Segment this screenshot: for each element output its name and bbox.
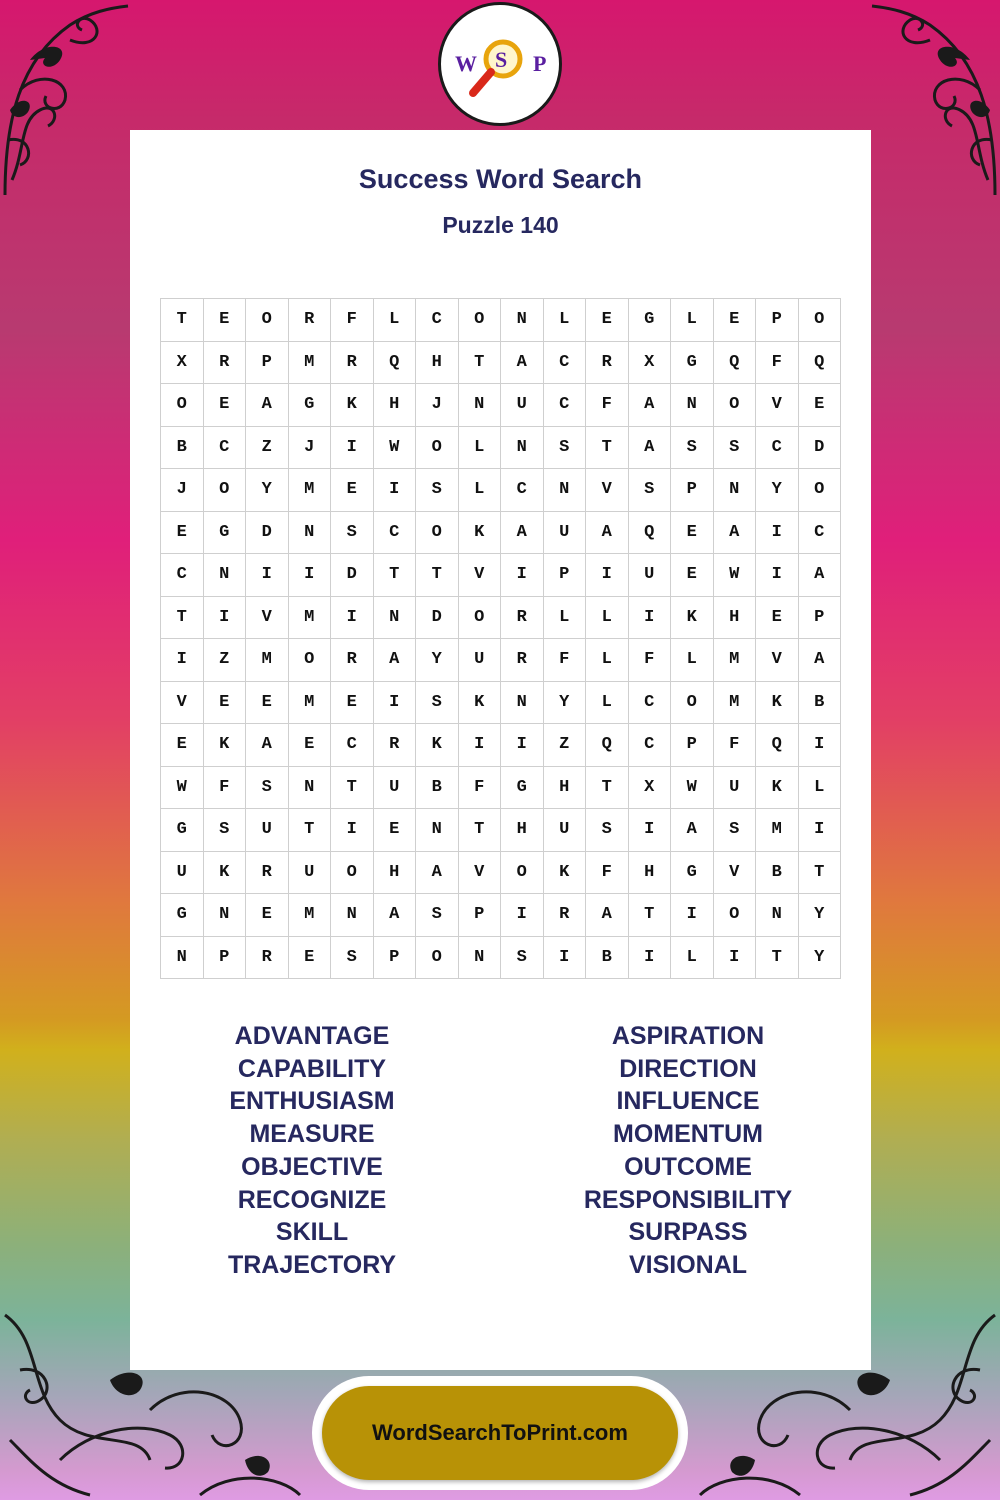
word-item: VISIONAL <box>628 1250 748 1279</box>
grid-cell[interactable]: A <box>714 512 757 555</box>
grid-cell[interactable]: T <box>289 809 332 852</box>
grid-cell[interactable]: U <box>459 639 502 682</box>
grid-cell[interactable]: R <box>246 852 289 895</box>
grid-cell[interactable]: I <box>331 427 374 470</box>
grid-cell[interactable]: E <box>204 384 247 427</box>
grid-cell[interactable]: A <box>374 894 417 937</box>
grid-cell[interactable]: Z <box>204 639 247 682</box>
grid-cell[interactable]: U <box>246 809 289 852</box>
grid-cell[interactable]: A <box>501 342 544 385</box>
grid-cell[interactable]: O <box>714 894 757 937</box>
grid-cell[interactable]: N <box>501 299 544 342</box>
grid-cell[interactable]: Q <box>629 512 672 555</box>
grid-cell[interactable]: I <box>756 512 799 555</box>
grid-cell[interactable]: P <box>246 342 289 385</box>
grid-cell[interactable]: I <box>799 724 842 767</box>
grid-cell[interactable]: O <box>459 299 502 342</box>
grid-cell[interactable]: N <box>289 512 332 555</box>
grid-cell[interactable]: F <box>714 724 757 767</box>
grid-cell[interactable]: U <box>544 512 587 555</box>
grid-cell[interactable]: Q <box>756 724 799 767</box>
grid-cell[interactable]: K <box>671 597 714 640</box>
grid-cell[interactable]: R <box>501 597 544 640</box>
grid-cell[interactable]: S <box>246 767 289 810</box>
grid-cell[interactable]: I <box>671 894 714 937</box>
grid-cell[interactable]: T <box>629 894 672 937</box>
word-item: SKILL <box>275 1218 349 1247</box>
grid-cell[interactable]: N <box>671 384 714 427</box>
grid-cell[interactable]: R <box>374 724 417 767</box>
grid-cell[interactable]: P <box>671 724 714 767</box>
word-item: INFLUENCE <box>616 1087 760 1116</box>
grid-cell[interactable]: Y <box>799 937 842 980</box>
word-item: CAPABILITY <box>237 1054 387 1083</box>
word-item: MEASURE <box>249 1120 375 1149</box>
grid-cell[interactable]: G <box>289 384 332 427</box>
website-link-button[interactable] <box>322 1386 678 1480</box>
grid-cell[interactable]: C <box>331 724 374 767</box>
grid-cell[interactable]: I <box>204 597 247 640</box>
grid-cell[interactable]: U <box>544 809 587 852</box>
puzzle-number: Puzzle 140 <box>442 212 559 238</box>
grid-cell[interactable]: S <box>586 809 629 852</box>
grid-cell[interactable]: F <box>629 639 672 682</box>
grid-cell[interactable]: C <box>799 512 842 555</box>
grid-cell[interactable]: U <box>161 852 204 895</box>
grid-cell[interactable]: D <box>331 554 374 597</box>
grid-cell[interactable]: K <box>331 384 374 427</box>
grid-cell[interactable]: E <box>374 809 417 852</box>
grid-cell[interactable]: H <box>374 384 417 427</box>
grid-cell[interactable]: Q <box>799 342 842 385</box>
grid-cell[interactable]: M <box>714 682 757 725</box>
word-item: MOMENTUM <box>613 1120 763 1149</box>
grid-cell[interactable]: C <box>416 299 459 342</box>
grid-cell[interactable]: M <box>289 597 332 640</box>
grid-cell[interactable]: J <box>416 384 459 427</box>
grid-cell[interactable]: L <box>671 299 714 342</box>
grid-cell[interactable]: W <box>714 554 757 597</box>
grid-cell[interactable]: K <box>459 512 502 555</box>
grid-cell[interactable]: E <box>204 299 247 342</box>
word-item: DIRECTION <box>619 1054 757 1083</box>
grid-cell[interactable]: T <box>416 554 459 597</box>
grid-cell[interactable]: M <box>246 639 289 682</box>
grid-cell[interactable]: F <box>459 767 502 810</box>
grid-cell[interactable]: W <box>671 767 714 810</box>
word-item: ASPIRATION <box>611 1022 765 1050</box>
grid-cell[interactable]: V <box>246 597 289 640</box>
grid-cell[interactable]: R <box>501 639 544 682</box>
grid-cell[interactable]: R <box>586 342 629 385</box>
grid-cell[interactable]: T <box>586 427 629 470</box>
grid-cell[interactable]: I <box>501 894 544 937</box>
grid-cell[interactable]: M <box>756 809 799 852</box>
grid-cell[interactable]: V <box>756 384 799 427</box>
grid-cell[interactable]: E <box>586 299 629 342</box>
grid-cell[interactable]: I <box>799 809 842 852</box>
grid-cell[interactable]: Y <box>756 469 799 512</box>
grid-cell[interactable]: F <box>586 852 629 895</box>
grid-cell[interactable]: S <box>416 469 459 512</box>
grid-cell[interactable]: J <box>289 427 332 470</box>
word-item: TRAJECTORY <box>227 1250 397 1279</box>
grid-cell[interactable]: A <box>671 809 714 852</box>
corner-ornament-top-left <box>0 0 130 200</box>
grid-cell[interactable]: E <box>799 384 842 427</box>
grid-cell[interactable]: A <box>586 894 629 937</box>
grid-cell[interactable]: N <box>204 894 247 937</box>
grid-cell[interactable]: H <box>544 767 587 810</box>
grid-cell[interactable]: S <box>629 469 672 512</box>
grid-cell[interactable]: O <box>416 427 459 470</box>
grid-cell[interactable]: K <box>204 852 247 895</box>
grid-cell[interactable]: S <box>714 427 757 470</box>
grid-cell[interactable]: X <box>161 342 204 385</box>
grid-cell[interactable]: C <box>374 512 417 555</box>
grid-cell[interactable]: B <box>161 427 204 470</box>
grid-cell[interactable]: U <box>714 767 757 810</box>
grid-cell[interactable]: L <box>799 767 842 810</box>
grid-cell[interactable]: Q <box>586 724 629 767</box>
grid-cell[interactable]: N <box>544 469 587 512</box>
grid-cell[interactable]: F <box>331 299 374 342</box>
grid-cell[interactable]: B <box>756 852 799 895</box>
grid-cell[interactable]: Z <box>544 724 587 767</box>
grid-cell[interactable]: S <box>204 809 247 852</box>
grid-cell[interactable]: L <box>671 639 714 682</box>
grid-cell[interactable]: O <box>501 852 544 895</box>
word-item: SURPASS <box>628 1218 748 1247</box>
puzzle-panel <box>130 130 871 1370</box>
grid-cell[interactable]: Y <box>544 682 587 725</box>
grid-cell[interactable]: B <box>416 767 459 810</box>
grid-cell[interactable]: W <box>161 767 204 810</box>
word-list-left <box>152 1020 472 1282</box>
grid-cell[interactable]: I <box>161 639 204 682</box>
grid-cell[interactable]: K <box>204 724 247 767</box>
grid-cell[interactable]: Y <box>416 639 459 682</box>
grid-cell[interactable]: H <box>714 597 757 640</box>
grid-cell[interactable]: E <box>204 682 247 725</box>
grid-cell[interactable]: E <box>714 299 757 342</box>
grid-cell[interactable]: L <box>586 597 629 640</box>
corner-ornament-top-right <box>870 0 1000 200</box>
grid-cell[interactable]: H <box>374 852 417 895</box>
grid-cell[interactable]: A <box>501 512 544 555</box>
grid-cell[interactable]: L <box>544 597 587 640</box>
grid-cell[interactable]: I <box>629 597 672 640</box>
word-item: ADVANTAGE <box>234 1022 390 1050</box>
grid-cell[interactable]: E <box>289 937 332 980</box>
grid-cell[interactable]: I <box>289 554 332 597</box>
grid-cell[interactable]: O <box>416 937 459 980</box>
grid-cell[interactable]: N <box>714 469 757 512</box>
grid-cell[interactable]: P <box>799 597 842 640</box>
grid-cell[interactable]: E <box>331 682 374 725</box>
grid-cell[interactable]: Y <box>799 894 842 937</box>
grid-cell[interactable]: N <box>204 554 247 597</box>
grid-cell[interactable]: S <box>671 427 714 470</box>
grid-cell[interactable]: G <box>629 299 672 342</box>
grid-cell[interactable]: F <box>756 342 799 385</box>
grid-cell[interactable]: H <box>416 342 459 385</box>
grid-cell[interactable]: V <box>459 554 502 597</box>
grid-cell[interactable]: G <box>501 767 544 810</box>
grid-cell[interactable]: G <box>671 852 714 895</box>
grid-cell[interactable]: A <box>629 384 672 427</box>
grid-cell[interactable]: E <box>756 597 799 640</box>
grid-cell[interactable]: E <box>671 554 714 597</box>
grid-cell[interactable]: M <box>289 682 332 725</box>
grid-cell[interactable]: C <box>629 682 672 725</box>
logo-letter-w: W <box>455 51 477 76</box>
grid-cell[interactable]: R <box>204 342 247 385</box>
grid-cell[interactable]: D <box>416 597 459 640</box>
grid-cell[interactable]: T <box>161 597 204 640</box>
grid-cell[interactable]: R <box>289 299 332 342</box>
grid-cell[interactable]: L <box>586 682 629 725</box>
grid-cell[interactable]: P <box>204 937 247 980</box>
grid-cell[interactable]: U <box>374 767 417 810</box>
grid-cell[interactable]: R <box>544 894 587 937</box>
grid-cell[interactable]: Q <box>374 342 417 385</box>
grid-cell[interactable]: U <box>501 384 544 427</box>
grid-cell[interactable]: S <box>416 894 459 937</box>
grid-cell[interactable]: V <box>586 469 629 512</box>
grid-cell[interactable]: N <box>161 937 204 980</box>
grid-cell[interactable]: O <box>246 299 289 342</box>
grid-cell[interactable]: C <box>544 342 587 385</box>
grid-cell[interactable]: L <box>459 427 502 470</box>
grid-cell[interactable]: O <box>331 852 374 895</box>
word-item: RESPONSIBILITY <box>583 1185 793 1214</box>
grid-cell[interactable]: T <box>586 767 629 810</box>
grid-cell[interactable]: S <box>416 682 459 725</box>
logo-letter-p: P <box>533 51 547 76</box>
grid-cell[interactable]: X <box>629 767 672 810</box>
grid-cell[interactable]: I <box>459 724 502 767</box>
grid-cell[interactable]: A <box>416 852 459 895</box>
grid-cell[interactable]: O <box>799 469 842 512</box>
grid-cell[interactable]: O <box>416 512 459 555</box>
grid-cell[interactable]: A <box>799 554 842 597</box>
word-list-right <box>528 1020 848 1282</box>
grid-cell[interactable]: S <box>501 937 544 980</box>
grid-cell[interactable]: N <box>459 384 502 427</box>
grid-cell[interactable]: A <box>586 512 629 555</box>
grid-cell[interactable]: W <box>374 427 417 470</box>
grid-cell[interactable]: Z <box>246 427 289 470</box>
grid-cell[interactable]: L <box>586 639 629 682</box>
grid-cell[interactable]: L <box>374 299 417 342</box>
grid-cell[interactable]: M <box>289 469 332 512</box>
grid-cell[interactable]: R <box>246 937 289 980</box>
grid-cell[interactable]: B <box>586 937 629 980</box>
grid-cell[interactable]: N <box>289 767 332 810</box>
grid-cell[interactable]: K <box>544 852 587 895</box>
grid-cell[interactable]: V <box>161 682 204 725</box>
grid-cell[interactable]: A <box>246 724 289 767</box>
grid-cell[interactable]: M <box>714 639 757 682</box>
grid-cell[interactable]: C <box>756 427 799 470</box>
grid-cell[interactable]: L <box>544 299 587 342</box>
footer-badge <box>312 1376 688 1490</box>
grid-cell[interactable]: I <box>374 469 417 512</box>
grid-cell[interactable]: O <box>204 469 247 512</box>
grid-cell[interactable]: P <box>374 937 417 980</box>
logo-letter-s: S <box>495 47 508 72</box>
grid-cell[interactable]: C <box>204 427 247 470</box>
grid-cell[interactable]: E <box>246 682 289 725</box>
grid-cell[interactable]: T <box>756 937 799 980</box>
grid-cell[interactable]: S <box>714 809 757 852</box>
grid-cell[interactable]: O <box>289 639 332 682</box>
grid-cell[interactable]: N <box>501 682 544 725</box>
grid-cell[interactable]: A <box>629 427 672 470</box>
grid-cell[interactable]: G <box>161 894 204 937</box>
grid-cell[interactable]: F <box>204 767 247 810</box>
grid-cell[interactable]: S <box>331 512 374 555</box>
grid-cell[interactable]: I <box>501 554 544 597</box>
grid-cell[interactable]: T <box>799 852 842 895</box>
grid-cell[interactable]: V <box>714 852 757 895</box>
grid-cell[interactable]: I <box>544 937 587 980</box>
grid-cell[interactable]: P <box>544 554 587 597</box>
grid-cell[interactable]: K <box>756 767 799 810</box>
grid-cell[interactable]: I <box>246 554 289 597</box>
grid-cell[interactable]: O <box>459 597 502 640</box>
grid-cell[interactable]: P <box>756 299 799 342</box>
grid-cell[interactable]: O <box>671 682 714 725</box>
website-link-label: WordSearchToPrint.com <box>372 1420 628 1445</box>
grid-cell[interactable]: A <box>246 384 289 427</box>
grid-cell[interactable]: D <box>246 512 289 555</box>
grid-cell[interactable]: I <box>331 809 374 852</box>
grid-cell[interactable]: O <box>161 384 204 427</box>
word-item: RECOGNIZE <box>237 1185 387 1214</box>
grid-cell[interactable]: G <box>671 342 714 385</box>
grid-cell[interactable]: N <box>459 937 502 980</box>
grid-cell[interactable]: T <box>161 299 204 342</box>
grid-cell[interactable]: H <box>501 809 544 852</box>
grid-cell[interactable]: V <box>756 639 799 682</box>
grid-cell[interactable]: Y <box>246 469 289 512</box>
grid-cell[interactable]: N <box>501 427 544 470</box>
grid-cell[interactable]: N <box>374 597 417 640</box>
grid-cell[interactable]: N <box>416 809 459 852</box>
grid-cell[interactable]: K <box>459 682 502 725</box>
grid-cell[interactable]: T <box>374 554 417 597</box>
grid-cell[interactable]: I <box>629 937 672 980</box>
grid-cell[interactable]: E <box>161 724 204 767</box>
grid-cell[interactable]: E <box>289 724 332 767</box>
grid-cell[interactable]: S <box>331 937 374 980</box>
grid-cell[interactable]: U <box>289 852 332 895</box>
grid-cell[interactable]: E <box>246 894 289 937</box>
grid-cell[interactable]: O <box>714 384 757 427</box>
grid-cell[interactable]: V <box>459 852 502 895</box>
word-item: OUTCOME <box>624 1152 752 1181</box>
grid-cell[interactable]: H <box>629 852 672 895</box>
grid-cell[interactable]: F <box>544 639 587 682</box>
grid-cell[interactable]: A <box>799 639 842 682</box>
grid-cell[interactable]: U <box>629 554 672 597</box>
grid-cell[interactable]: I <box>714 937 757 980</box>
grid-cell[interactable]: M <box>289 342 332 385</box>
grid-cell[interactable]: T <box>331 767 374 810</box>
grid-cell[interactable]: N <box>756 894 799 937</box>
grid-cell[interactable]: I <box>756 554 799 597</box>
grid-cell[interactable]: C <box>629 724 672 767</box>
grid-cell[interactable]: R <box>331 342 374 385</box>
word-item: OBJECTIVE <box>241 1152 383 1181</box>
grid-cell[interactable]: N <box>331 894 374 937</box>
grid-cell[interactable]: T <box>459 809 502 852</box>
word-item: ENTHUSIASM <box>229 1087 395 1116</box>
grid-cell[interactable]: I <box>374 682 417 725</box>
letter-grid <box>160 298 841 979</box>
grid-cell[interactable]: G <box>161 809 204 852</box>
grid-cell[interactable]: I <box>331 597 374 640</box>
grid-cell[interactable]: C <box>161 554 204 597</box>
grid-cell[interactable]: F <box>586 384 629 427</box>
grid-cell[interactable]: C <box>544 384 587 427</box>
grid-cell[interactable]: J <box>161 469 204 512</box>
grid-cell[interactable]: P <box>459 894 502 937</box>
grid-cell[interactable]: C <box>501 469 544 512</box>
grid-cell[interactable]: E <box>331 469 374 512</box>
grid-cell[interactable]: L <box>671 937 714 980</box>
grid-cell[interactable]: E <box>671 512 714 555</box>
grid-cell[interactable]: X <box>629 342 672 385</box>
grid-cell[interactable]: K <box>416 724 459 767</box>
grid-cell[interactable]: M <box>289 894 332 937</box>
grid-cell[interactable]: P <box>671 469 714 512</box>
grid-cell[interactable]: I <box>629 809 672 852</box>
grid-cell[interactable]: T <box>459 342 502 385</box>
wsp-logo[interactable] <box>438 2 562 126</box>
grid-cell[interactable]: B <box>799 682 842 725</box>
grid-cell[interactable]: E <box>161 512 204 555</box>
grid-cell[interactable]: I <box>501 724 544 767</box>
grid-cell[interactable]: D <box>799 427 842 470</box>
grid-cell[interactable]: I <box>586 554 629 597</box>
grid-cell[interactable]: S <box>544 427 587 470</box>
grid-cell[interactable]: R <box>331 639 374 682</box>
grid-cell[interactable]: A <box>374 639 417 682</box>
grid-cell[interactable]: K <box>756 682 799 725</box>
grid-cell[interactable]: O <box>799 299 842 342</box>
grid-cell[interactable]: L <box>459 469 502 512</box>
grid-cell[interactable]: G <box>204 512 247 555</box>
page-title: Success Word Search <box>358 164 643 194</box>
grid-cell[interactable]: Q <box>714 342 757 385</box>
